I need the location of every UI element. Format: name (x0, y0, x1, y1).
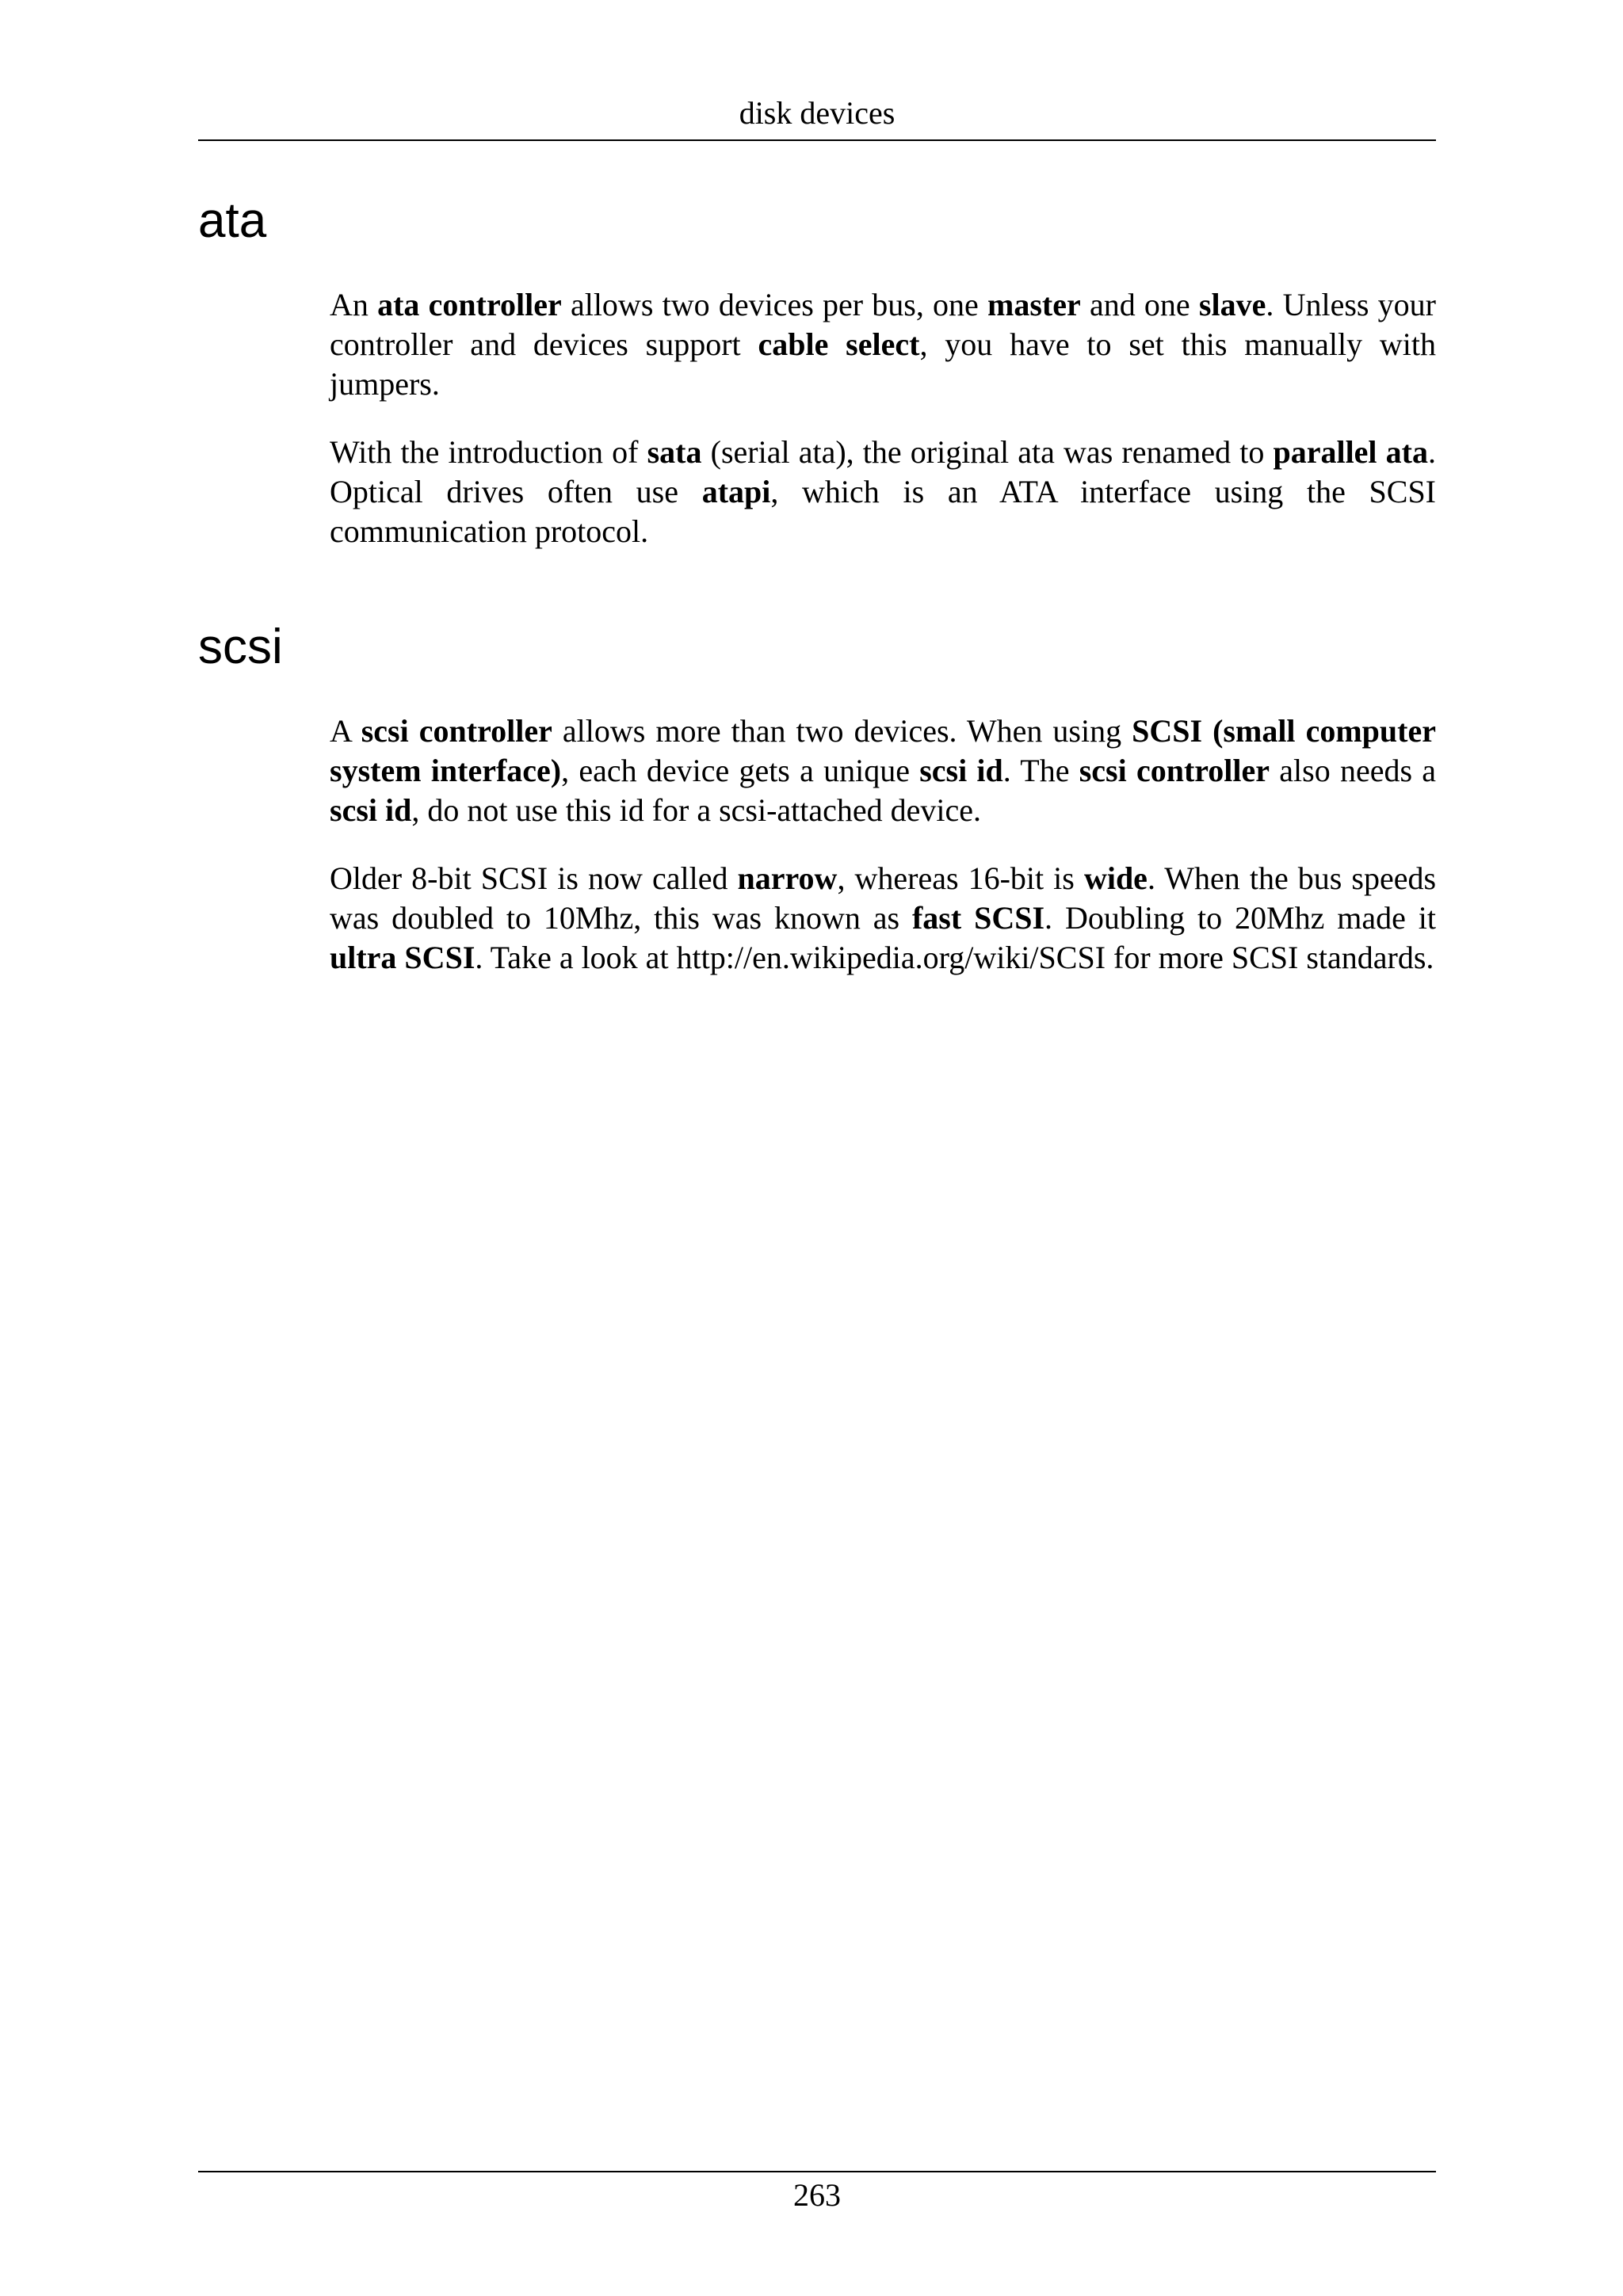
text-run: and one (1080, 287, 1199, 322)
bold-term: scsi controller (361, 713, 552, 749)
text-run: With the introduction of (330, 434, 647, 470)
text-run: . Optical drives often use (330, 434, 1436, 509)
bold-term: cable select (758, 326, 920, 362)
section-title-scsi: scsi (198, 620, 283, 674)
text-run: . The (1002, 753, 1079, 788)
paragraph (330, 859, 1436, 978)
running-title: disk devices (739, 95, 896, 131)
paragraph (330, 285, 1436, 404)
bold-term: atapi (701, 474, 771, 509)
text-run: also needs a (1270, 753, 1437, 788)
bold-term: parallel ata (1273, 434, 1428, 470)
section-body-ata (330, 285, 1436, 580)
bold-term: scsi id (330, 792, 412, 828)
bold-term: SCSI (small computer system interface) (330, 713, 1436, 788)
text-run: , do not use this id for a scsi-attached device. (411, 792, 982, 828)
bold-term: master (987, 287, 1081, 322)
text-run: . Doubling to 20Mhz made it (1044, 900, 1436, 936)
bold-term: narrow (737, 860, 838, 896)
text-run: A (330, 713, 361, 749)
bold-term: sata (647, 434, 702, 470)
text-run: , each device gets a unique (561, 753, 920, 788)
paragraph (330, 433, 1436, 551)
text-run: . When the bus speeds was doubled to 10Mhz, this was known as (330, 860, 1437, 936)
text-run: , you have to set this manually with jumpers. (330, 326, 1436, 402)
page-number: 263 (793, 2177, 841, 2213)
text-run: allows two devices per bus, one (561, 287, 988, 322)
text-run: , which is an ATA interface using the SCSI communication protocol. (330, 474, 1437, 549)
bold-term: scsi controller (1079, 753, 1270, 788)
bold-term: wide (1083, 860, 1148, 896)
section-body-scsi (330, 711, 1436, 1006)
section-title-ata: ata (198, 193, 267, 248)
paragraph (330, 711, 1436, 830)
bold-term: ultra SCSI (330, 940, 475, 975)
page-footer (198, 2171, 1436, 2215)
text-run: . Unless your controller and devices support (330, 287, 1436, 362)
bold-term: fast SCSI (911, 900, 1045, 936)
bold-term: scsi id (919, 753, 1003, 788)
text-run: (serial ata), the original ata was renamed to (701, 434, 1274, 470)
text-run: Older 8-bit SCSI is now called (330, 860, 738, 896)
text-run: , whereas 16-bit is (837, 860, 1084, 896)
text-run: allows more than two devices. When using (552, 713, 1132, 749)
text-run: . Take a look at http://en.wikipedia.org/wiki/SCSI for more SCSI standards. (475, 940, 1434, 975)
text-run: An (330, 287, 378, 322)
bold-term: ata controller (377, 287, 562, 322)
bold-term: slave (1198, 287, 1266, 322)
running-header (198, 93, 1436, 141)
